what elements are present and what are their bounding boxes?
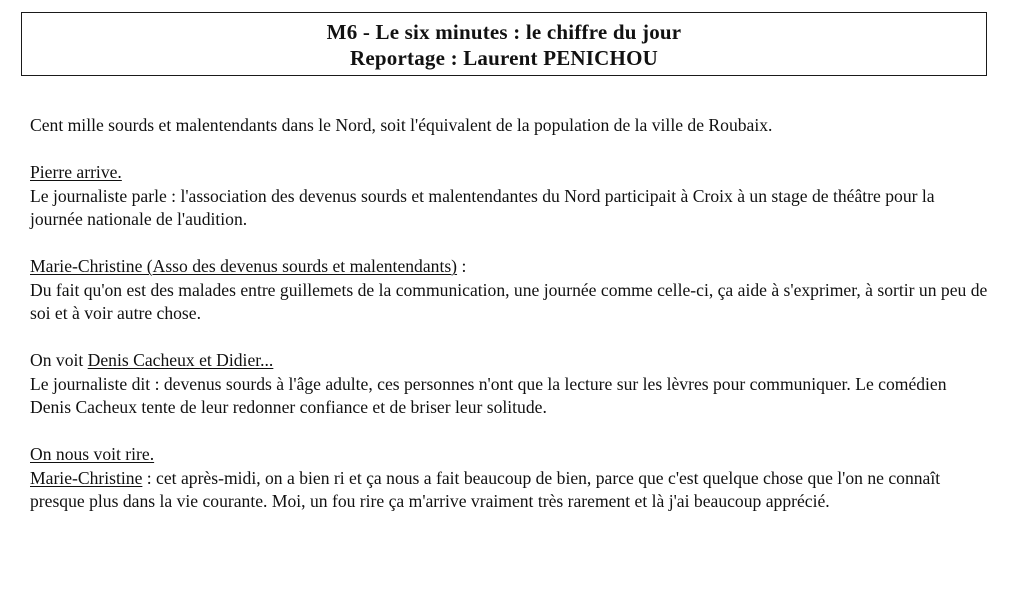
section-4-speech: : cet après-midi, on a bien ri et ça nous a fait beaucoup de bien, parce que c'est quelque chose que l'on ne connaît presque plus dans la vie courante. Moi, un fou rire ça m'arrive vraiment très rarement et là j'ai beaucoup apprécié. bbox=[30, 467, 941, 511]
section-2-speaker-name: Marie-Christine (Asso des devenus sourds et malentendants) bbox=[30, 256, 458, 276]
section-2-speaker bbox=[30, 255, 990, 279]
section-3-text: Le journaliste dit : devenus sourds à l'âge adulte, ces personnes n'ont que la lecture sur les lèvres pour communiquer. Le comédien Denis Cacheux tente de leur redonner confiance et de briser leur solitude. bbox=[30, 373, 947, 417]
section-3-heading-text: Denis Cacheux et Didier... bbox=[87, 350, 274, 370]
document-title-box bbox=[21, 12, 987, 76]
section-3-heading bbox=[30, 349, 990, 373]
section-4-speaker-name: Marie-Christine bbox=[30, 467, 143, 488]
section-2-speaker-suffix: : bbox=[457, 256, 467, 276]
section-2-text: Du fait qu'on est des malades entre guillemets de la communication, une journée comme celle-ci, ça aide à s'exprimer, à sortir un peu de soi et à voir autre chose. bbox=[30, 279, 988, 323]
document-body bbox=[30, 114, 990, 514]
document-title: M6 - Le six minutes : le chiffre du jour bbox=[326, 20, 682, 44]
section-1-heading bbox=[30, 161, 990, 185]
section-4-heading bbox=[30, 443, 990, 467]
section-1-text: Le journaliste parle : l'association des devenus sourds et malentendantes du Nord participait à Croix à un stage de théâtre pour la journée nationale de l'audition. bbox=[30, 185, 935, 229]
section-4-text bbox=[30, 467, 990, 514]
section-3-prefix: On voit bbox=[30, 350, 88, 370]
report-byline: Reportage : Laurent PENICHOU bbox=[350, 46, 658, 70]
section-1-heading-text: Pierre arrive. bbox=[30, 162, 122, 182]
intro-paragraph: Cent mille sourds et malentendants dans le Nord, soit l'équivalent de la population de la ville de Roubaix. bbox=[30, 115, 773, 135]
section-4-heading-text: On nous voit rire. bbox=[30, 444, 155, 464]
